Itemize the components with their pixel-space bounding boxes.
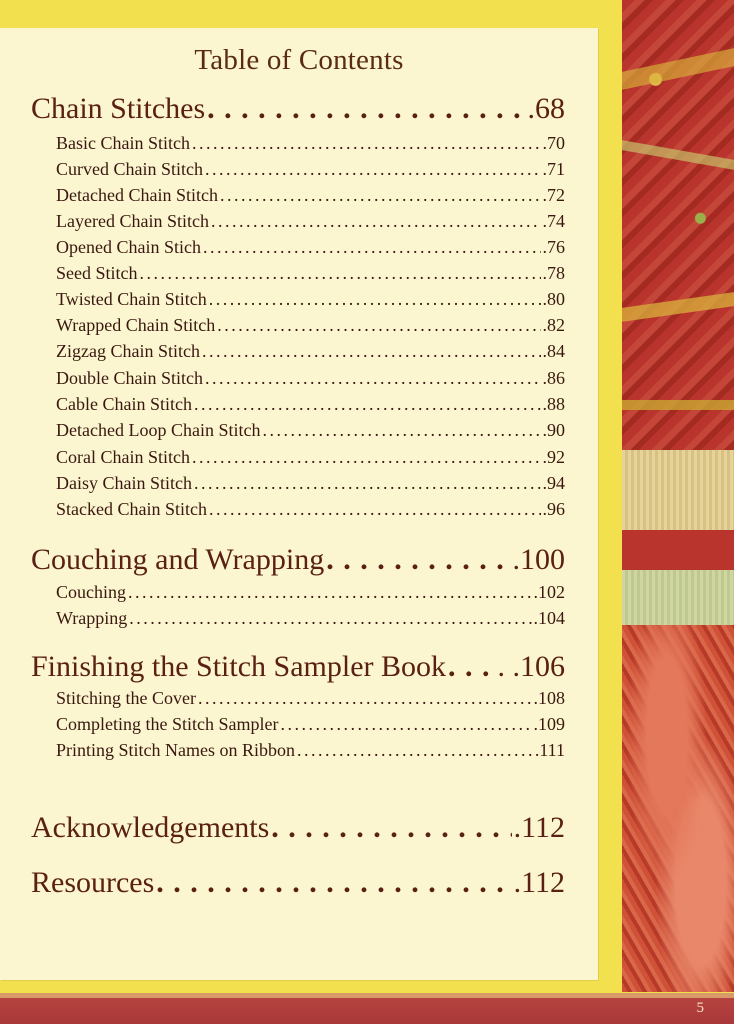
toc-section-finishing[interactable] [31,650,565,690]
section-page: .68 [527,92,565,125]
section-title: Finishing the Stitch Sampler Book [31,650,447,683]
dot-leader [217,315,540,336]
toc-item[interactable] [56,420,565,446]
section-page: .112 [513,811,565,844]
page-title: Table of Contents [194,44,404,76]
item-label: Printing Stitch Names on Ribbon [56,740,296,760]
dot-leader [129,608,531,629]
dot-leader [262,420,540,441]
dot-leader [205,159,541,180]
toc-item[interactable] [56,740,565,766]
dot-leader [198,688,532,709]
item-label: Curved Chain Stitch [56,159,203,179]
item-page: .92 [542,447,565,467]
item-label: Double Chain Stitch [56,368,203,388]
item-page: .72 [542,185,565,205]
section-title: Acknowledgements [31,811,270,844]
dot-leader [271,811,511,845]
item-label: Coral Chain Stitch [56,447,190,467]
section-page: .100 [512,543,565,576]
item-page: .102 [533,582,565,602]
embroidery-photo [622,0,734,992]
item-page: .70 [542,133,565,153]
item-page: .78 [542,263,565,283]
section-page: .112 [513,866,565,899]
item-label: Opened Chain Stich [56,237,201,257]
item-label: Daisy Chain Stitch [56,473,192,493]
toc-item[interactable] [56,237,565,263]
item-label: Wrapping [56,608,128,628]
toc-item[interactable] [56,289,565,315]
item-page: .108 [533,688,565,708]
footer-bar [0,993,734,1024]
item-page: .76 [542,237,565,257]
item-page: .82 [542,315,565,335]
toc-item[interactable] [56,185,565,211]
section-page: . .106 [497,650,565,683]
item-page: .74 [542,211,565,231]
dot-leader [211,211,541,232]
toc-item[interactable] [56,714,565,740]
item-label: Couching [56,582,126,602]
toc-item[interactable] [56,499,565,525]
item-label: Stacked Chain Stitch [56,499,207,519]
item-page: .94 [542,473,565,493]
dot-leader [220,185,541,206]
dot-leader [194,473,541,494]
dot-leader [448,650,495,684]
toc-section-couching-and-wrapping[interactable] [31,543,565,583]
item-page: .96 [542,499,565,519]
item-label: Stitching the Cover [56,688,196,708]
toc-acknowledgements[interactable] [31,811,565,851]
toc-item[interactable] [56,263,565,289]
item-label: Wrapped Chain Stitch [56,315,216,335]
toc-item[interactable] [56,447,565,473]
toc-item[interactable] [56,341,565,367]
toc-item[interactable] [56,133,565,159]
toc-resources[interactable] [31,866,565,906]
item-label: Basic Chain Stitch [56,133,190,153]
item-label: Twisted Chain Stitch [56,289,207,309]
item-page: .90 [542,420,565,440]
item-label: Seed Stitch [56,263,138,283]
item-page: .80 [542,289,565,309]
toc-item[interactable] [56,394,565,420]
item-label: Detached Loop Chain Stitch [56,420,261,440]
dot-leader [156,866,511,900]
item-label: Completing the Stitch Sampler [56,714,279,734]
dot-leader [297,740,533,761]
section-title: Resources [31,866,155,899]
dot-leader [194,394,541,415]
item-page: .109 [533,714,565,734]
dot-leader [192,133,541,154]
toc-item[interactable] [56,608,565,634]
item-label: Cable Chain Stitch [56,394,192,414]
item-page: .71 [542,159,565,179]
toc-item[interactable] [56,368,565,394]
page-number: 5 [696,1000,704,1016]
toc-item[interactable] [56,159,565,185]
dot-leader [209,499,541,520]
dot-leader [203,237,541,258]
toc-item[interactable] [56,582,565,608]
dot-leader [192,447,541,468]
item-label: Layered Chain Stitch [56,211,209,231]
dot-leader [202,341,541,362]
item-page: .104 [533,608,565,628]
dot-leader [205,368,541,389]
toc-item[interactable] [56,688,565,714]
item-page: .88 [542,394,565,414]
dot-leader [128,582,532,603]
toc-section-chain-stitches[interactable] [31,92,565,132]
item-label: Detached Chain Stitch [56,185,218,205]
dot-leader [207,92,525,126]
section-title: Couching and Wrapping [31,543,325,576]
item-page: .86 [542,368,565,388]
dot-leader [209,289,541,310]
section-title: Chain Stitches [31,92,206,125]
item-page: .111 [534,740,565,760]
dot-leader [326,543,510,577]
toc-item[interactable] [56,315,565,341]
dot-leader [140,263,541,284]
dot-leader [280,714,531,735]
toc-item[interactable] [56,473,565,499]
item-label: Zigzag Chain Stitch [56,341,200,361]
item-page: .84 [542,341,565,361]
toc-item[interactable] [56,211,565,237]
